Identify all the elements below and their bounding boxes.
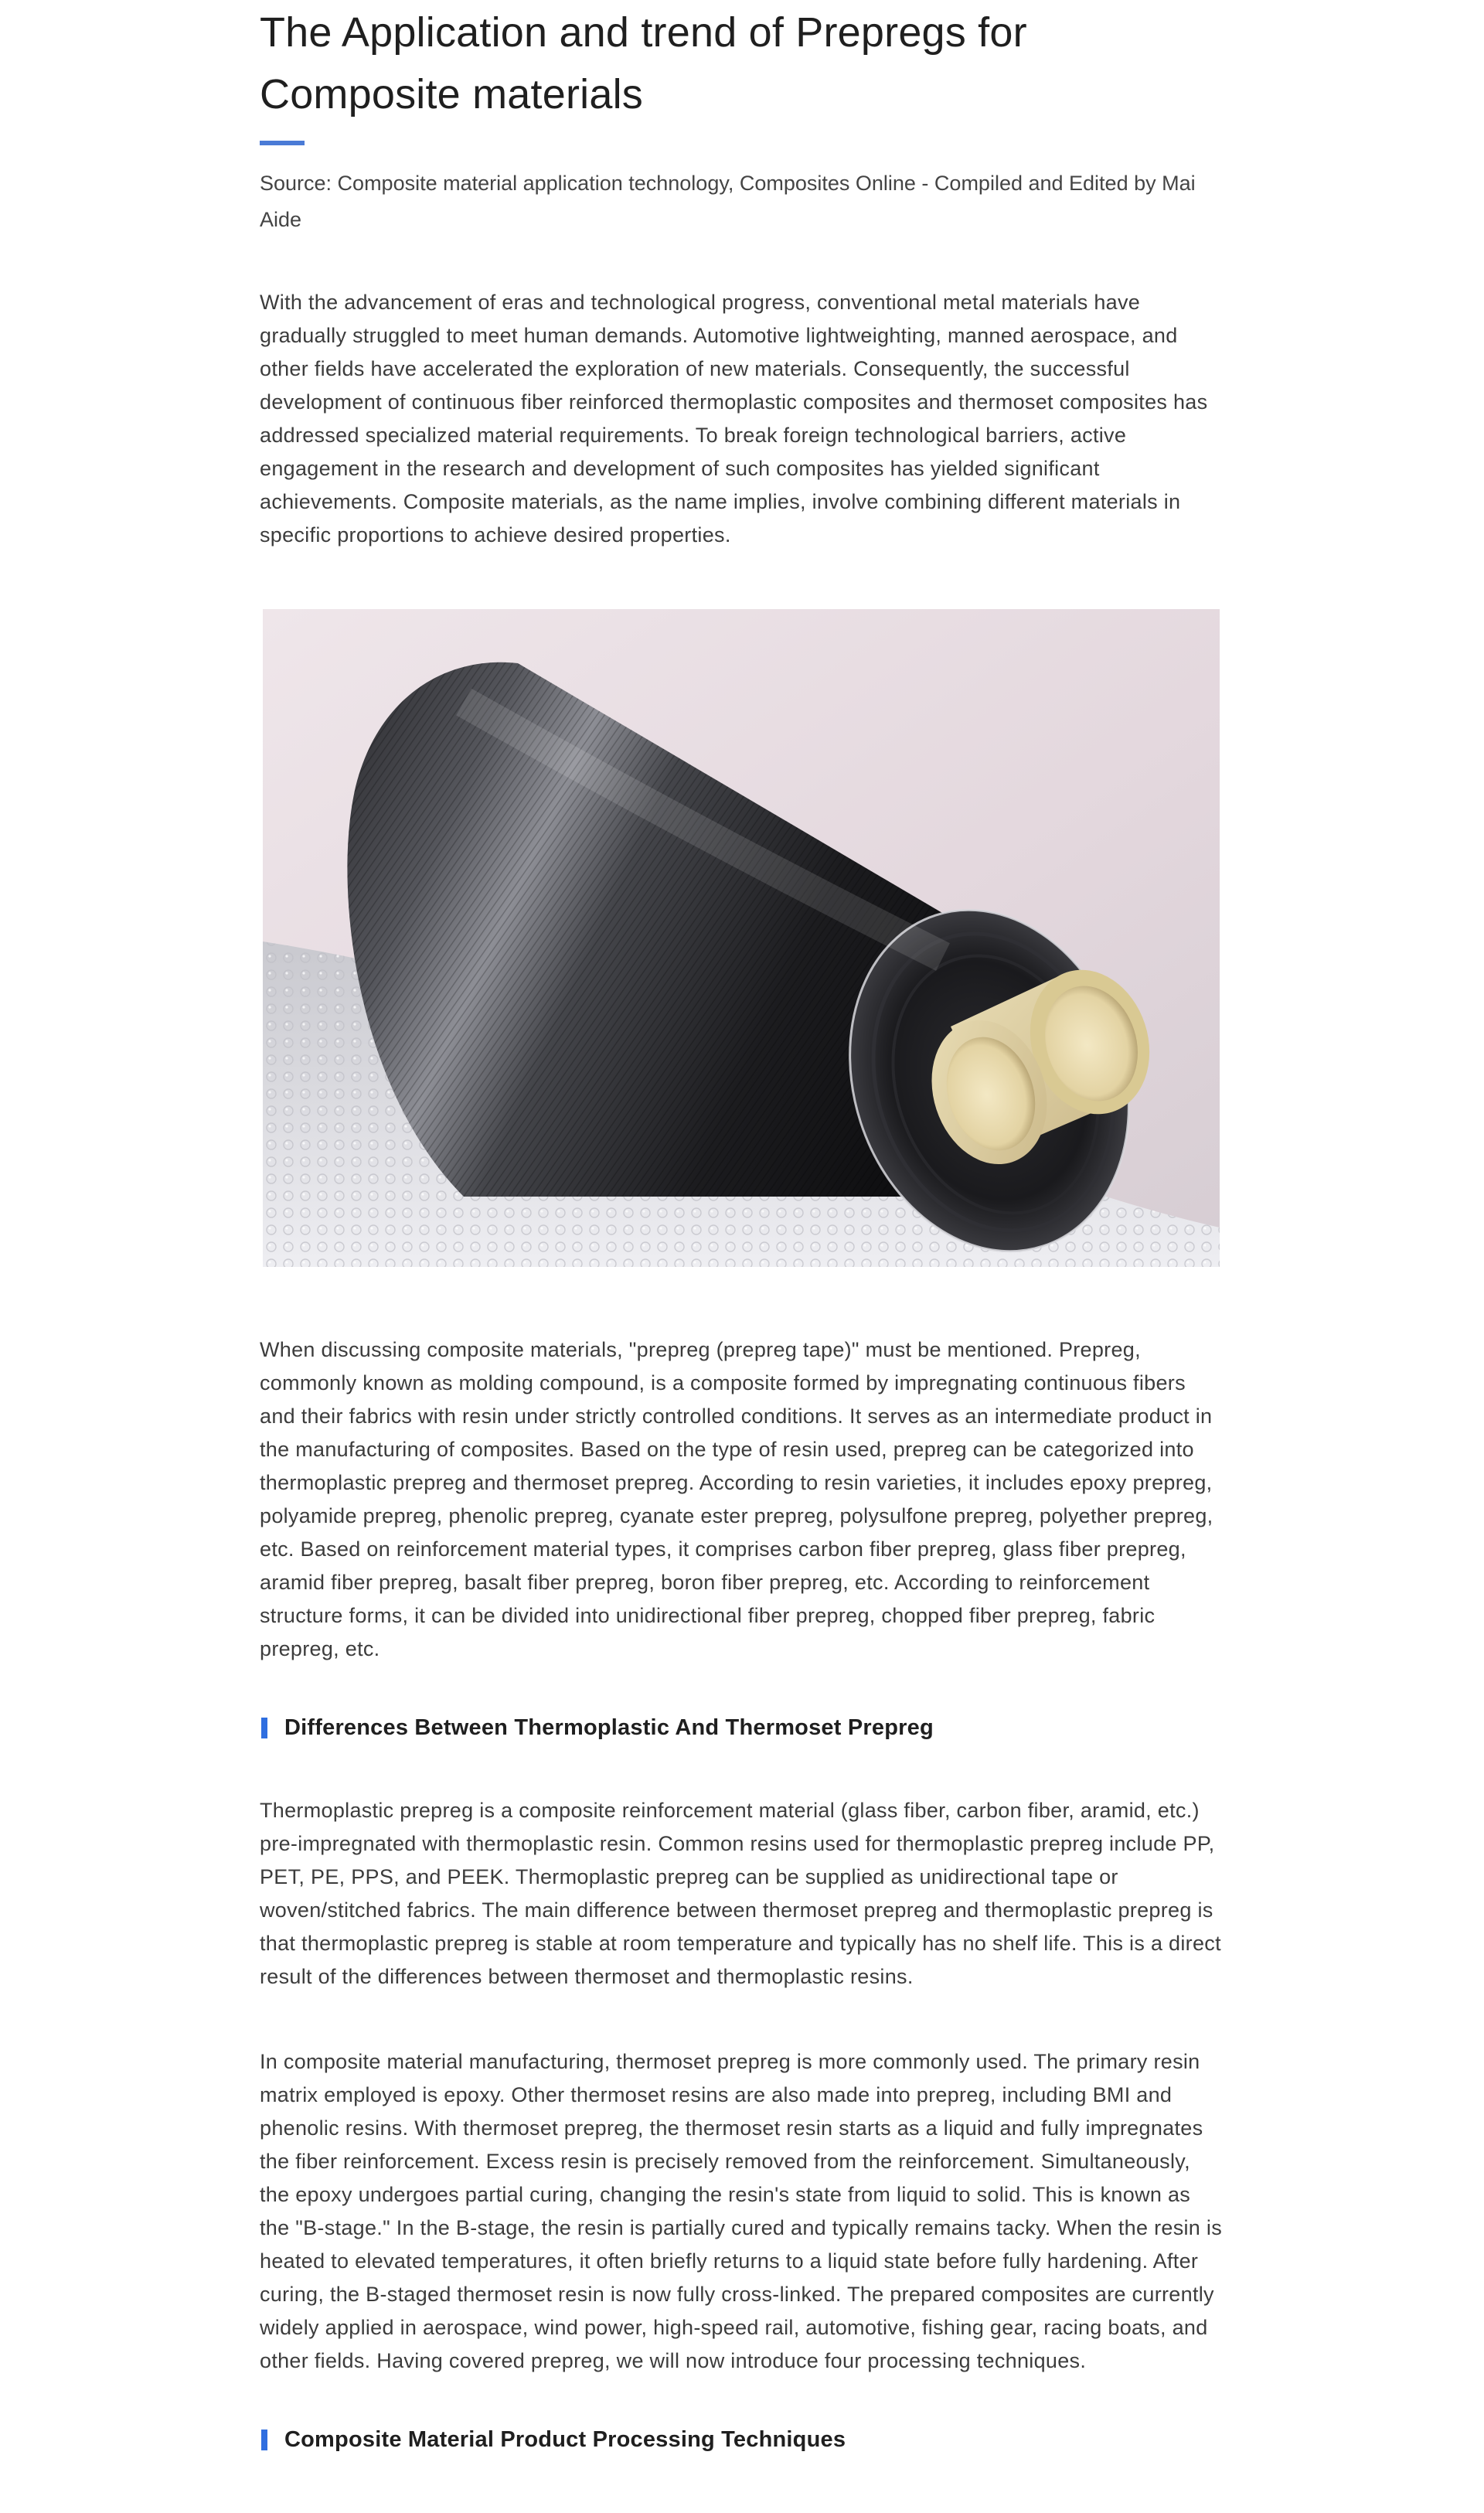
paragraph-intro: With the advancement of eras and technological progress, conventional metal materials have gradually struggled to meet human demands. Automotive lightweighting, manned aerospace, and other fields have accelerated the exploration of new materials. Consequently, the successful development of continuous fiber reinforced thermoplastic composites and thermoset composites has addressed specialized material requirements. To break foreign technological barriers, active engagement in the research and development of such composites has yielded significant achievements. Composite materials, as the name implies, involve combining different materials in specific proportions to achieve desired properties. <box>260 291 1208 547</box>
paragraph-thermoset: In composite material manufacturing, thermoset prepreg is more commonly used. The primary resin matrix employed is epoxy. Other thermoset resins are also made into prepreg, including BMI and phenolic resins. With thermoset prepreg, the thermoset resin starts as a liquid and fully impregnates the fiber reinforcement. Excess resin is precisely removed from the reinforcement. Simultaneously, the epoxy undergoes partial curing, changing the resin's state from liquid to solid. This is known as the "B-stage." In the B-stage, the resin is partially cured and typically remains tacky. When the resin is heated to elevated temperatures, it often briefly returns to a liquid state before fully hardening. After curing, the B-staged thermoset resin is now fully cross-linked. The prepared composites are currently widely applied in aerospace, wind power, high-speed rail, automotive, fishing gear, racing boats, and other fields. Having covered prepreg, we will now introduce four processing techniques. <box>260 2050 1223 2372</box>
article-source: Source: Composite material application technology, Composites Online - Compiled and Edited by Mai Aide <box>260 172 1196 231</box>
section-marker <box>261 2430 267 2450</box>
title-underline <box>260 141 305 145</box>
article <box>260 0 1226 2455</box>
paragraph-thermoplastic: Thermoplastic prepreg is a composite reinforcement material (glass fiber, carbon fiber, aramid, etc.) pre-impregnated with thermoplastic resin. Common resins used for thermoplastic prepreg include PP, PET, PE, PPS, and PEEK. Thermoplastic prepreg can be supplied as unidirectional tape or woven/stitched fabrics. The main difference between thermoset prepreg and thermoplastic prepreg is that thermoplastic prepreg is stable at room temperature and typically has no shelf life. This is a direct result of the differences between thermoset and thermoplastic resins. <box>260 1799 1221 1988</box>
carbon-fiber-roll-illustration <box>263 609 1220 1267</box>
section-heading-text: Composite Material Product Processing Techniques <box>284 2426 846 2452</box>
section-heading-processing <box>260 2424 1226 2455</box>
paragraph-prepreg: When discussing composite materials, "prepreg (prepreg tape)" must be mentioned. Prepreg, commonly known as molding compound, is a composite formed by impregnating continuous fibers and their fabrics with resin under strictly controlled conditions. It serves as an intermediate product in the manufacturing of composites. Based on the type of resin used, prepreg can be categorized into thermoplastic prepreg and thermoset prepreg. According to resin varieties, it includes epoxy prepreg, polyamide prepreg, phenolic prepreg, cyanate ester prepreg, polysulfone prepreg, polyether prepreg, etc. Based on reinforcement material types, it comprises carbon fiber prepreg, glass fiber prepreg, aramid fiber prepreg, basalt fiber prepreg, boron fiber prepreg, etc. According to reinforcement structure forms, it can be divided into unidirectional fiber prepreg, chopped fiber prepreg, fabric prepreg, etc. <box>260 1338 1213 1660</box>
section-heading-differences <box>260 1712 1226 1743</box>
page-title: The Application and trend of Prepregs for Composite materials <box>260 9 1027 117</box>
carbon-fiber-roll-photo <box>263 609 1220 1267</box>
section-marker <box>261 1718 267 1738</box>
section-heading-text: Differences Between Thermoplastic And Thermoset Prepreg <box>284 1714 934 1740</box>
